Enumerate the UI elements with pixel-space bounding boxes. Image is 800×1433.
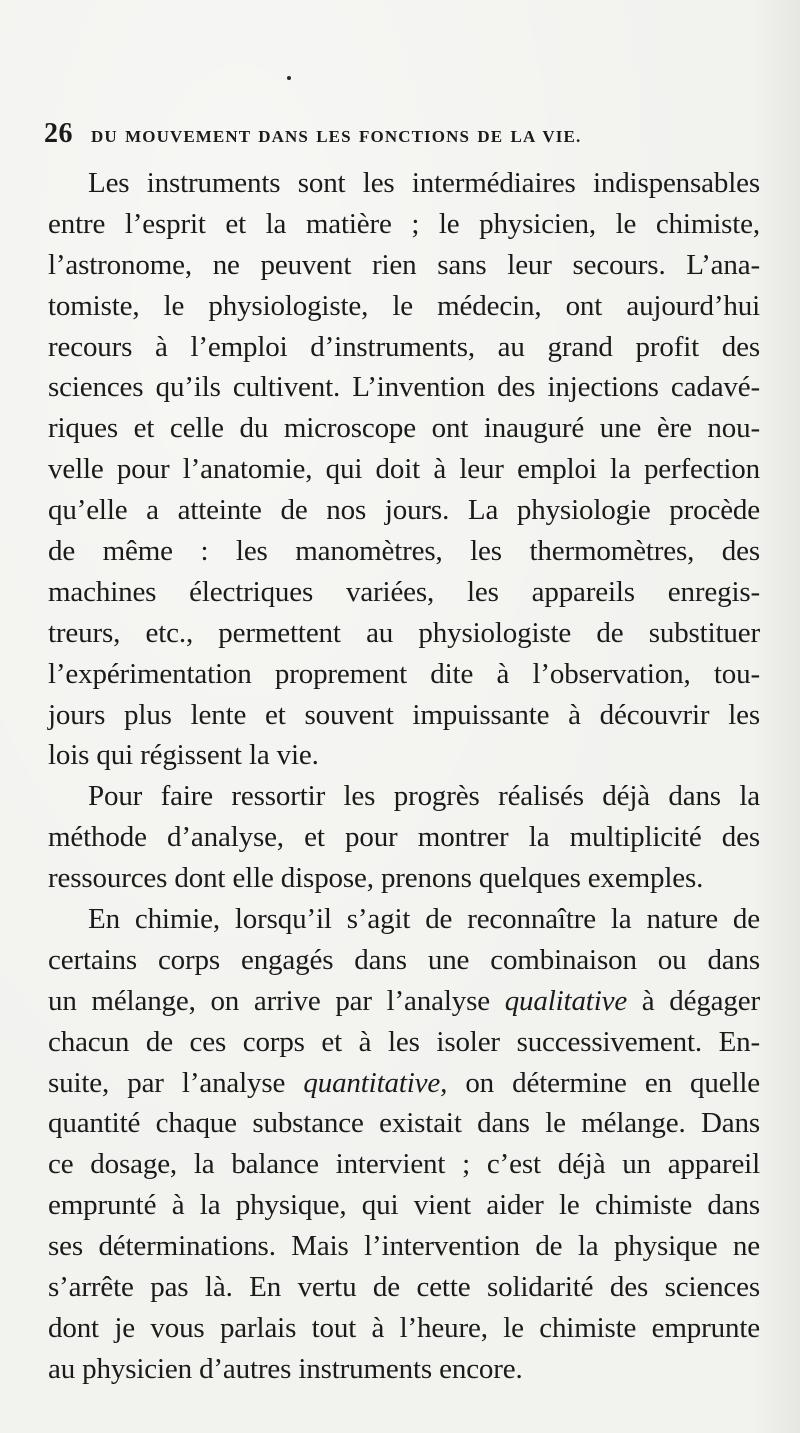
text-segment: l’astronome, ne peuvent rien sans leur secours. L’ana-: [48, 248, 760, 281]
paragraph: [48, 163, 760, 776]
text-line: [48, 572, 760, 613]
text-segment: chacun de ces corps et à les isoler successivement. En-: [48, 1025, 760, 1058]
text-line: [48, 367, 760, 408]
text-line: [48, 981, 760, 1022]
text-line: [48, 1022, 760, 1063]
text-segment: lois qui régissent la vie.: [48, 739, 319, 772]
text-line: [48, 1063, 760, 1104]
text-line: [48, 245, 760, 286]
text-segment: recours à l’emploi d’instruments, au grand profit des: [48, 330, 760, 363]
text-line: [48, 1226, 760, 1267]
text-line: [48, 286, 760, 327]
text-segment: de même : les manomètres, les thermomètres, des: [48, 535, 760, 568]
text-segment: ses déterminations. Mais l’intervention de la physique ne: [48, 1230, 760, 1263]
text-line: [48, 654, 760, 695]
text-line: [48, 408, 760, 449]
text-segment: riques et celle du microscope ont inauguré une ère nou-: [48, 412, 760, 445]
text-segment: à dégager: [627, 984, 760, 1017]
text-segment: emprunté à la physique, qui vient aider le chimiste dans: [48, 1189, 760, 1222]
text-line: [48, 1185, 760, 1226]
text-segment: jours plus lente et souvent impuissante à découvrir les: [48, 698, 760, 731]
text-segment: au physicien d’autres instruments encore.: [48, 1352, 523, 1385]
text-line: [48, 1267, 760, 1308]
text-line: [48, 817, 760, 858]
text-segment: Les instruments sont les intermédiaires indispensables: [88, 167, 760, 199]
text-segment: un mélange, on arrive par l’analyse: [48, 984, 505, 1017]
paragraph: [48, 776, 760, 899]
text-segment: méthode d’analyse, et pour montrer la multiplicité des: [48, 821, 760, 854]
paragraph: [48, 899, 760, 1390]
text-line: [48, 327, 760, 368]
text-segment: certains corps engagés dans une combinaison ou dans: [48, 943, 760, 976]
page-number: 26: [44, 118, 73, 149]
text-segment: machines électriques variées, les appareils enregis-: [48, 575, 760, 608]
text-segment: ressources dont elle dispose, prenons quelques exemples.: [48, 862, 704, 895]
text-segment: entre l’esprit et la matière ; le physicien, le chimiste,: [48, 207, 760, 240]
text-line: [48, 1308, 760, 1349]
text-line: [48, 449, 760, 490]
text-line: [48, 776, 760, 817]
text-line: [48, 613, 760, 654]
text-line: [48, 1349, 760, 1390]
text-segment: on détermine en quelle: [447, 1066, 760, 1099]
text-line: [48, 899, 760, 940]
body-text: [48, 163, 760, 1390]
italic-term: qualitative: [504, 984, 628, 1017]
text-segment: qu’elle a atteinte de nos jours. La physiologie procède: [48, 494, 760, 527]
text-line: [48, 204, 760, 245]
text-line: [48, 1144, 760, 1185]
text-line: [48, 858, 760, 899]
page-header: [44, 118, 744, 154]
text-segment: l’expérimentation proprement dite à l’observation, tou-: [48, 657, 760, 690]
running-head: DU MOUVEMENT DANS LES FONCTIONS DE LA VIE.: [91, 127, 582, 146]
text-segment: ce dosage, la balance intervient ; c’est déjà un appareil: [48, 1148, 760, 1181]
italic-term: quantitative,: [303, 1066, 448, 1099]
text-segment: suite, par l’analyse: [48, 1066, 304, 1099]
text-segment: tomiste, le physiologiste, le médecin, ont aujourd’hui: [48, 289, 760, 322]
text-line: [48, 531, 760, 572]
text-line: [48, 695, 760, 736]
text-line: [48, 735, 760, 776]
text-segment: velle pour l’anatomie, qui doit à leur emploi la perfection: [48, 453, 760, 486]
text-line: [48, 940, 760, 981]
text-segment: Pour faire ressortir les progrès réalisés déjà dans la: [88, 780, 760, 813]
text-segment: En chimie, lorsqu’il s’agit de reconnaître la nature de: [88, 903, 760, 936]
ink-speck: [287, 76, 291, 80]
text-line: [48, 163, 760, 204]
text-segment: s’arrête pas là. En vertu de cette solidarité des sciences: [48, 1271, 760, 1304]
text-segment: quantité chaque substance existait dans le mélange. Dans: [48, 1107, 760, 1140]
text-line: [48, 490, 760, 531]
text-segment: dont je vous parlais tout à l’heure, le chimiste emprunte: [48, 1311, 760, 1344]
text-segment: treurs, etc., permettent au physiologiste de substituer: [48, 616, 760, 649]
text-line: [48, 1103, 760, 1144]
text-segment: sciences qu’ils cultivent. L’invention des injections cadavé-: [48, 371, 760, 404]
